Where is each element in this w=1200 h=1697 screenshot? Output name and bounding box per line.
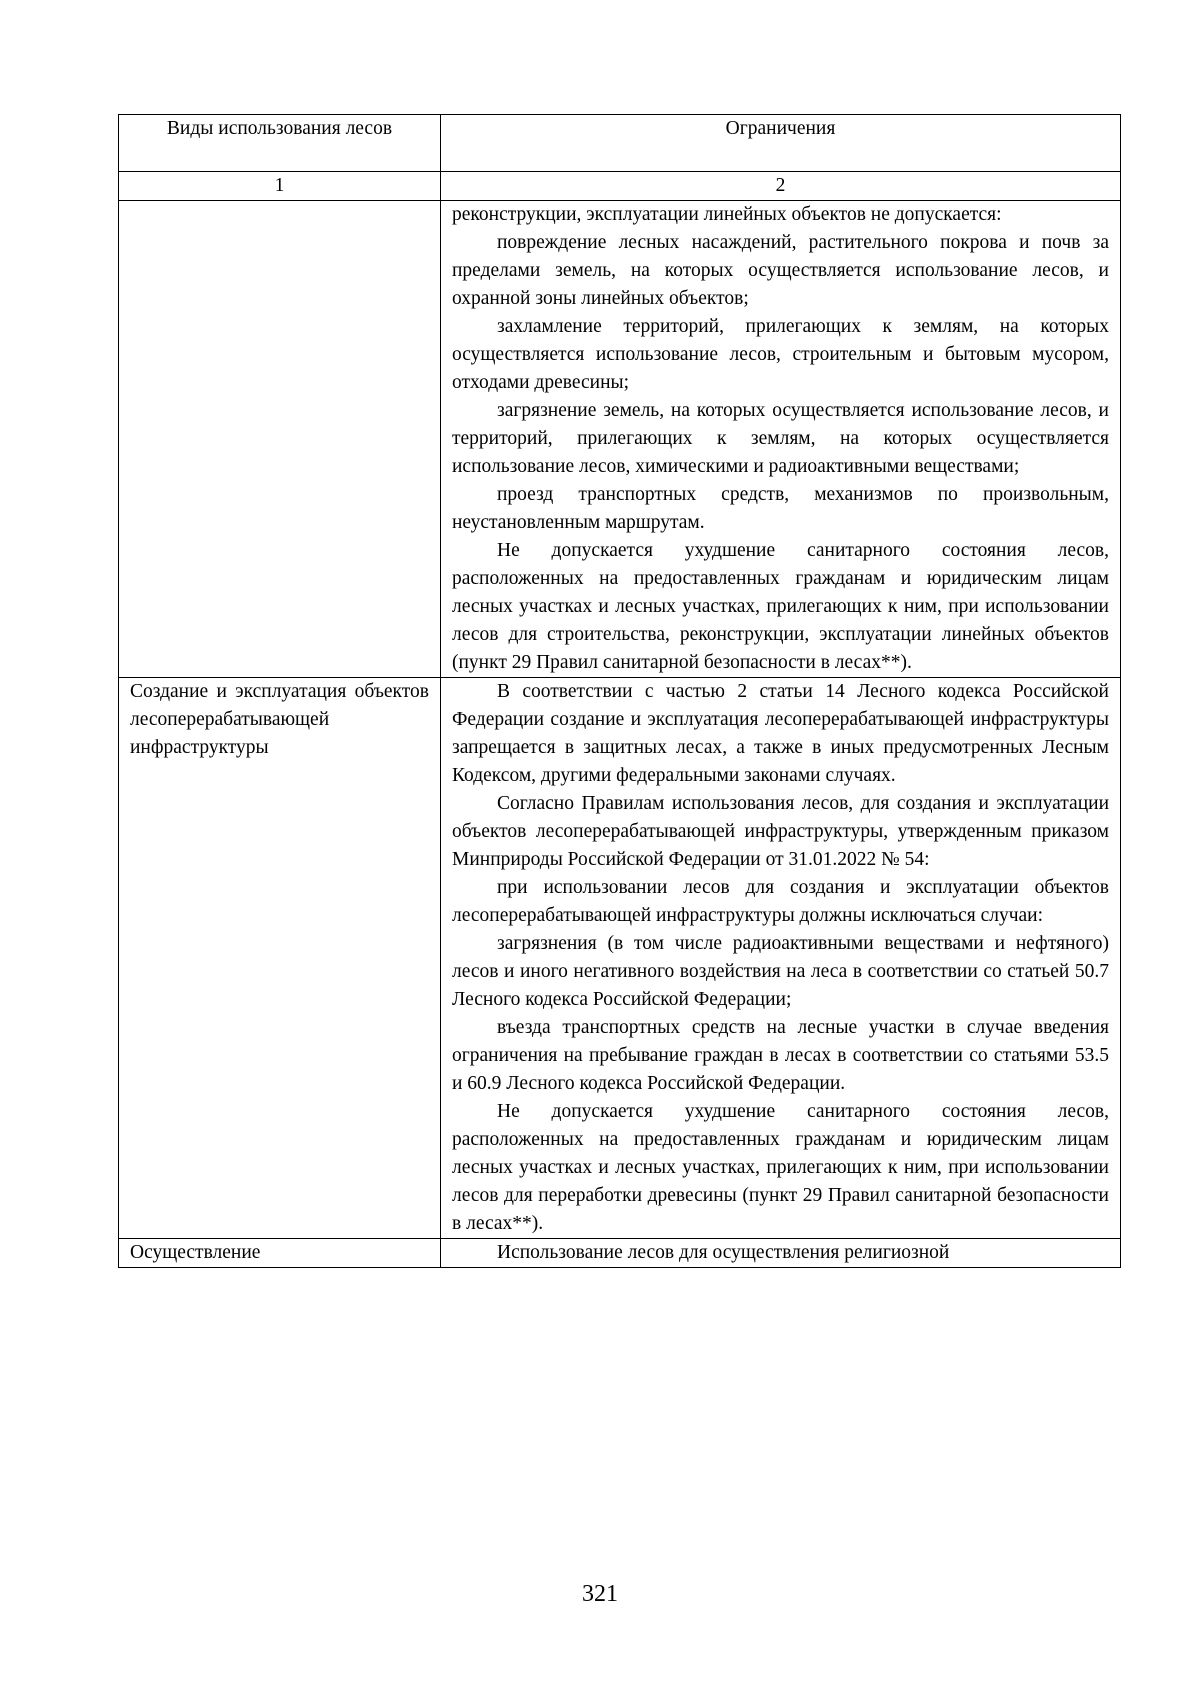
restriction-paragraph: въезда транспортных средств на лесные участки в случае введения ограничения на пребывание граждан в лесах в соответствии со статьями 53.5 и 60.9 Лесного кодекса Российской Федерации. — [452, 1017, 1109, 1094]
restrictions-cell — [441, 1239, 1121, 1268]
usage-type-cell — [119, 201, 441, 678]
usage-type-cell: Создание и эксплуатация объектов лесоперерабатывающей инфраструктуры — [119, 678, 441, 1239]
page-number: 321 — [582, 1581, 618, 1607]
column-number-1: 1 — [119, 172, 441, 201]
column-number-2: 2 — [441, 172, 1121, 201]
restriction-paragraph: проезд транспортных средств, механизмов по произвольным, неустановленным маршрутам. — [452, 484, 1109, 533]
table-header-row — [119, 115, 1121, 172]
restriction-paragraph: при использовании лесов для создания и эксплуатации объектов лесоперерабатывающей инфраструктуры должны исключаться случаи: — [452, 877, 1109, 926]
restriction-paragraph: загрязнение земель, на которых осуществляется использование лесов, и территорий, прилегающих к землям, на которых осуществляется использование лесов, химическими и радиоактивными веществами; — [452, 400, 1109, 477]
usage-type-cell: Осуществление — [119, 1239, 441, 1268]
restriction-paragraph: Не допускается ухудшение санитарного состояния лесов, расположенных на предоставленных гражданам и юридическим лицам лесных участках и лесных участках, прилегающих к ним, при использовании лесов для строительства, реконструкции, эксплуатации линейных объектов (пункт 29 Правил санитарной безопасности в лесах**). — [452, 540, 1109, 673]
column-number-row — [119, 172, 1121, 201]
restrictions-cell — [441, 678, 1121, 1239]
column-header-restrictions: Ограничения — [441, 115, 1121, 172]
restriction-paragraph: реконструкции, эксплуатации линейных объектов не допускается: — [452, 204, 1002, 225]
restriction-paragraph: захламление территорий, прилегающих к землям, на которых осуществляется использование лесов, строительным и бытовым мусором, отходами древесины; — [452, 316, 1109, 393]
restriction-paragraph: Не допускается ухудшение санитарного состояния лесов, расположенных на предоставленных гражданам и юридическим лицам лесных участках и лесных участках, прилегающих к ним, при использовании лесов для переработки древесины (пункт 29 Правил санитарной безопасности в лесах**). — [452, 1101, 1109, 1234]
restrictions-cell — [441, 201, 1121, 678]
column-header-usage-type: Виды использования лесов — [119, 115, 441, 172]
table-row — [119, 678, 1121, 1239]
table-row — [119, 201, 1121, 678]
restriction-paragraph: загрязнения (в том числе радиоактивными веществами и нефтяного) лесов и иного негативного воздействия на леса в соответствии со статьей 50.7 Лесного кодекса Российской Федерации; — [452, 933, 1109, 1010]
restriction-paragraph: повреждение лесных насаждений, растительного покрова и почв за пределами земель, на которых осуществляется использование лесов, и охранной зоны линейных объектов; — [452, 232, 1109, 309]
table-row — [119, 1239, 1121, 1268]
restriction-paragraph: В соответствии с частью 2 статьи 14 Лесного кодекса Российской Федерации создание и эксплуатация лесоперерабатывающей инфраструктуры запрещается в защитных лесах, а также в иных предусмотренных Лесным Кодексом, другими федеральными законами случаях. — [452, 681, 1109, 786]
restriction-paragraph: Использование лесов для осуществления религиозной — [497, 1242, 950, 1263]
restrictions-table — [118, 114, 1121, 1268]
restriction-paragraph: Согласно Правилам использования лесов, для создания и эксплуатации объектов лесоперерабатывающей инфраструктуры, утвержденным приказом Минприроды Российской Федерации от 31.01.2022 № 54: — [452, 793, 1109, 870]
